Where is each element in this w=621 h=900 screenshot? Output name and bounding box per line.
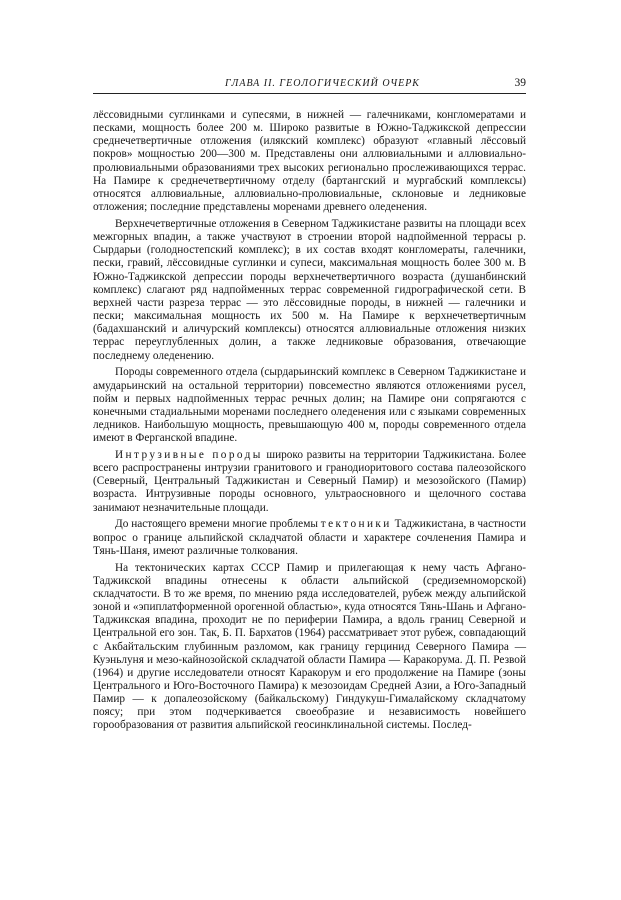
paragraph-5-spaced-term: тектоники: [320, 518, 392, 531]
paragraph-5: [93, 518, 526, 557]
paragraph-2: [93, 218, 526, 363]
page-number: 39: [514, 77, 526, 89]
paragraph-6-text: На тектонических картах СССР Памир и прилегающая к нему часть Афгано-Таджикской впадины отнесены к области альпийской (средиземноморской) складчатости. В то же время, по мнению ряда исследователей, рубеж между альпийской зоной и «эпиплатформенной орогенной областью», куда относятся Тянь-Шань и Афгано-Таджикская впадина, проходит не по периферии Памира, а вдоль границ Северной и Центральной его зон. Так, Б. П. Бархатов (1964) рассматривает этот рубеж, совпадающий с Акбайтальским глубинным разломом, как границу герцинид Северного Памира — Куэньлуня и мезо-кайнозойской складчатой области Памира — Каракорума. Д. П. Резвой (1964) и другие исследователи относят Каракорум и его продолжение на Памире (зоны Центрального и Юго-Восточного Памира) к мезозоидам Средней Азии, а Юго-Западный Памир — к допалеозойскому (байкальскому) Гиндукуш-Гималайскому складчатому поясу; при этом подчеркивается своеобразие и независимость новейшего горообразования от развития альпийской геосинклинальной системы. Послед-: [93, 561, 526, 732]
paragraph-2-text: Верхнечетвертичные отложения в Северном Таджикистане развиты на площади всех межгорных впадин, а также участвуют в строении второй надпойменной террасы р. Сырдарьи (голодностепский комплекс); в их состав входят конгломераты, галечники, пески, гравий, лёссовидные суглинки и супеси, максимальная мощность более 300 м. В Южно-Таджикской депрессии породы верхнечетвертичного возраста (душанбинский комплекс) слагают ряд надпойменных террас современной гидрографической сети. В верхней части разреза террас — это лёссовидные породы, в нижней — галечники и пески; максимальная мощность их 500 м. На Памире к верхнечетвертичным (бадахшанский и аличурский комплексы) относятся аллювиальные отложения низких террас переуглубленных долин, а также ледниковые образования, отвечающие последнему оледенению.: [93, 217, 526, 362]
running-head: ГЛАВА II. ГЕОЛОГИЧЕСКИЙ ОЧЕРК: [225, 78, 420, 89]
body-text: [93, 109, 526, 733]
paragraph-5-lead: До настоящего времени многие проблемы: [115, 518, 321, 531]
header-rule: [93, 93, 526, 94]
paragraph-4: [93, 449, 526, 515]
paragraph-1: [93, 109, 526, 214]
paragraph-1-text: лёссовидными суглинками и супесями, в нижней — галечниками, конгломератами и песками, мощность более 200 м. Широко развитые в Южно-Таджикской депрессии среднечетвертичные отложения (илякский комплекс) образуют «главный лёссовый покров» мощностью 200—300 м. Представлены они аллювиальными и аллювиально-пролювиальными образованиями трех высоких регионально прослеживающихся террас. На Памире к среднечетвертичному отделу (бартангский и мургабский комплексы) относятся аллювиальные, аллювиально-пролювиальные, склоновые и ледниковые отложения; последние представлены моренами древнего оледенения.: [93, 109, 526, 214]
page-header: [93, 78, 526, 94]
paragraph-6: [93, 562, 526, 733]
paragraph-4-text: широко развиты на территории Таджикистана. Более всего распространены интрузии гранитового и гранодиоритового состава палеозойского (Северный, Центральный Таджикистан и Северный Памир) и мезозойского (Памир) возраста. Интрузивные породы основного, ультраосновного и щелочного состава занимают незначительные площади.: [93, 448, 527, 514]
paragraph-3-text: Породы современного отдела (сырдарьинский комплекс в Северном Таджикистане и амударьинский на остальной территории) повсеместно являются отложениями русел, пойм и первых надпойменных террас речных долин; на Памире они сопрягаются с конечными стадиальными моренами последнего оледенения или с языками современных ледников. Наибольшую мощность, превышающую 400 м, породы современного отдела имеют в Ферганской впадине.: [93, 366, 526, 445]
paragraph-5-text: Таджикистана, в частности вопрос о границе альпийской складчатой области и характере сочленения Памира и Тянь-Шаня, имеют различные толкования.: [93, 518, 526, 557]
paragraph-3: [93, 366, 526, 445]
paragraph-4-spaced-term: Интрузивные породы: [115, 448, 263, 461]
